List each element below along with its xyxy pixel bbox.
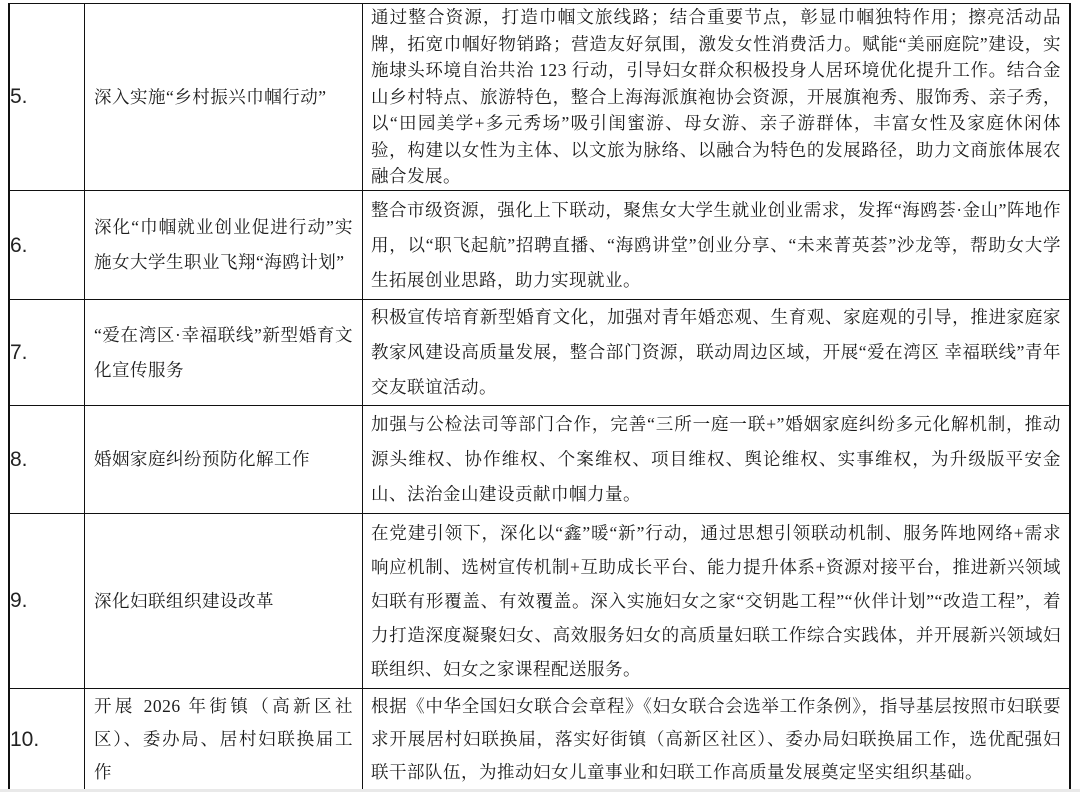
project-description: 在党建引领下，深化以“鑫”暖“新”行动，通过思想引领联动机制、服务阵地网络+需求响应机制、选树宣传机制+互助成长平台、能力提升体系+资源对接平台，推进新兴领域妇联有形覆盖、有效覆盖。深入实施妇女之家“交钥匙工程”“伙伴计划”“改造工程”，着力打造深度凝聚妇女、高效服务妇女的高质量妇联工作综合实践体，并开展新兴领域妇联组织、妇女之家课程配送服务。: [371, 523, 1061, 679]
project-title: 深化“巾帼就业创业促进行动”实施女大学生职业飞翔“海鸥计划”: [94, 217, 353, 272]
project-description: 积极宣传培育新型婚育文化，加强对青年婚恋观、生育观、家庭观的引导，推进家庭家教家风建设高质量发展，整合部门资源，联动周边区域，开展“爱在湾区 幸福联线”青年交友联谊活动。: [371, 307, 1061, 397]
row-number: 7.: [10, 341, 28, 364]
project-description-cell: [362, 191, 1069, 299]
project-title-cell: [84, 406, 362, 513]
table-row: [10, 688, 1069, 789]
work-plan-table: [8, 3, 1071, 791]
project-description: 整合市级资源，强化上下联动，聚焦女大学生就业创业需求，发挥“海鸥荟·金山”阵地作用，以“职飞起航”招聘直播、“海鸥讲堂”创业分享、“未来菁英荟”沙龙等，帮助女大学生拓展创业思路，助力实现就业。: [371, 199, 1061, 290]
project-title-cell: [84, 689, 362, 789]
table-row: [10, 513, 1069, 688]
row-number-cell: [10, 689, 84, 789]
row-number-cell: [10, 514, 84, 688]
table-row: [10, 299, 1069, 405]
project-title: 婚姻家庭纠纷预防化解工作: [94, 449, 310, 469]
row-number: 9.: [10, 589, 28, 612]
project-title: 深化妇联组织建设改革: [94, 591, 274, 611]
project-description: 加强与公检法司等部门合作，完善“三所一庭一联+”婚姻家庭纠纷多元化解机制，推动源头维权、协作维权、个案维权、项目维权、舆论维权、实事维权，为升级版平安金山、法治金山建设贡献巾帼力量。: [371, 414, 1061, 504]
row-number: 8.: [10, 448, 28, 471]
project-description-cell: [362, 406, 1069, 513]
row-number-cell: [10, 191, 84, 299]
project-title: “爱在湾区·幸福联线”新型婚育文化宣传服务: [94, 324, 353, 380]
row-number: 10.: [10, 727, 40, 751]
row-number-cell: [10, 406, 84, 513]
project-title: 深入实施“乡村振兴巾帼行动”: [94, 86, 327, 107]
project-description-cell: [362, 514, 1069, 688]
project-title-cell: [84, 300, 362, 405]
project-description-cell: [362, 300, 1069, 405]
project-description-cell: [362, 689, 1069, 789]
project-title: 开展 2026 年街镇（高新区社区）、委办局、居村妇联换届工作: [94, 695, 353, 782]
table-row: [10, 4, 1069, 190]
row-number: 5.: [10, 84, 28, 108]
project-description: 根据《中华全国妇女联合会章程》《妇女联合会选举工作条例》，指导基层按照市妇联要求开展居村妇联换届，落实好街镇（高新区社区）、委办局妇联换届工作，选优配强妇联干部队伍，为推动妇女儿童事业和妇联工作高质量发展奠定坚实组织基础。: [371, 695, 1061, 782]
table-row: [10, 190, 1069, 299]
project-description: 通过整合资源，打造巾帼文旅线路；结合重要节点，彰显巾帼独特作用；擦亮活动品牌，拓宽巾帼好物销路；营造友好氛围，激发女性消费活力。赋能“美丽庭院”建设，实施埭头环境自治共治 123 行动，引导妇女群众积极投身人居环境优化提升工作。结合金山乡村特点、旅游特色，整合上海海派旗袍协会资源，开展旗袍秀、服饰秀、亲子秀，以“田园美学+多元秀场”吸引闺蜜游、母女游、亲子游群体，丰富女性及家庭休闲体验，构建以女性为主体、以文旅为脉络、以融合为特色的发展路径，助力文商旅体展农融合发展。: [371, 7, 1061, 187]
project-title-cell: [84, 514, 362, 688]
project-title-cell: [84, 191, 362, 299]
project-description-cell: [362, 4, 1069, 190]
row-number-cell: [10, 4, 84, 190]
row-number: 6.: [10, 233, 28, 257]
project-title-cell: [84, 4, 362, 190]
row-number-cell: [10, 300, 84, 405]
table-row: [10, 405, 1069, 513]
